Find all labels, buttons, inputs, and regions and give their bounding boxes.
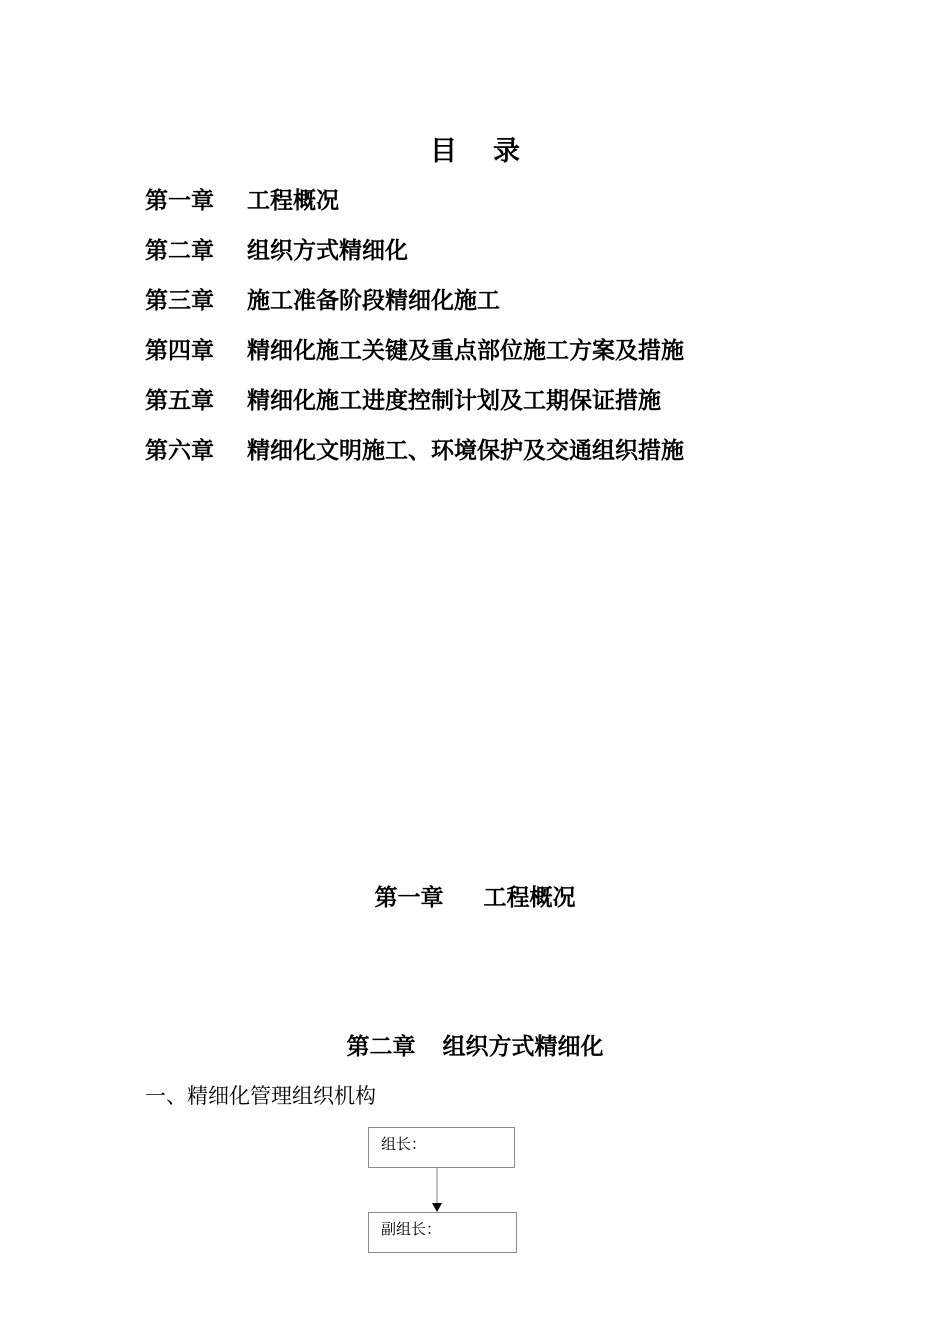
toc-item-number: 第六章 <box>145 437 214 464</box>
toc-item-text: 施工准备阶段精细化施工 <box>247 287 500 314</box>
toc-item-text: 精细化文明施工、环境保护及交通组织措施 <box>247 437 684 464</box>
org-box-leader-label: 组长： <box>381 1135 427 1153</box>
chapter-2-title: 组织方式精细化 <box>442 1033 604 1060</box>
chapter-1-number: 第一章 <box>374 884 444 911</box>
toc-item-text: 组织方式精细化 <box>247 237 408 264</box>
toc-item-number: 第五章 <box>145 387 214 414</box>
section-heading-org-structure: 一、精细化管理组织机构 <box>145 1084 376 1108</box>
chapter-1-title: 工程概况 <box>483 884 576 911</box>
toc-item-text: 精细化施工进度控制计划及工期保证措施 <box>247 387 661 414</box>
org-box-deputy-label: 副组长： <box>381 1220 442 1238</box>
toc-item-number: 第二章 <box>145 237 214 264</box>
toc-item-number: 第四章 <box>145 337 214 364</box>
toc-item-number: 第三章 <box>145 287 214 314</box>
org-box-leader <box>368 1127 515 1168</box>
org-box-deputy-leader <box>368 1212 517 1253</box>
toc-title: 目录 <box>430 136 556 167</box>
toc-item-number: 第一章 <box>145 187 214 214</box>
toc-item-text: 工程概况 <box>247 187 339 214</box>
chapter-2-number: 第二章 <box>346 1033 416 1060</box>
toc-item-text: 精细化施工关键及重点部位施工方案及措施 <box>247 337 684 364</box>
